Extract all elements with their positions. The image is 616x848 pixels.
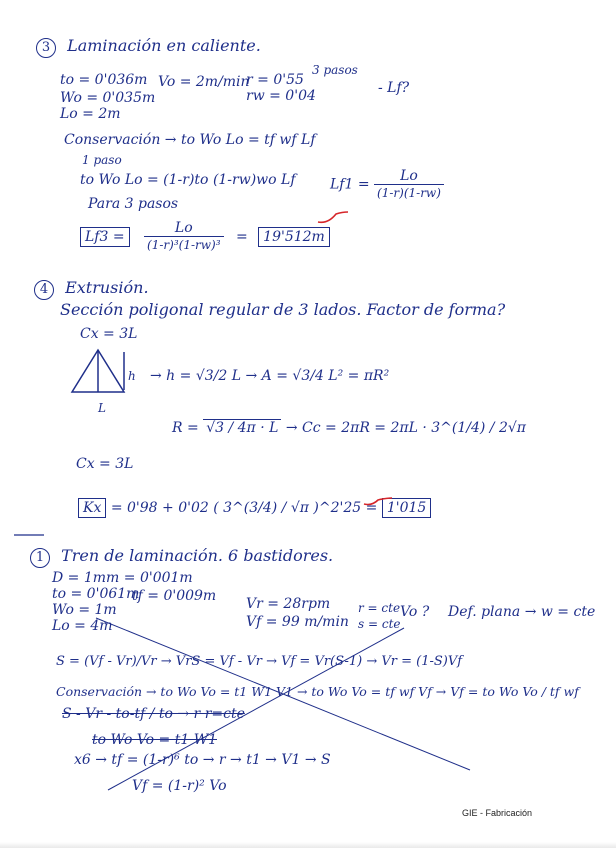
s4-kx-eq: = 0'98 + 0'02 ( 3^(3/4) / √π )^2'25 = <box>110 500 378 516</box>
s3-one-pass-label: 1 paso <box>82 153 122 167</box>
s4-r-eq-rad: √3 / 4π · L <box>203 419 281 436</box>
section3-title: Laminación en caliente. <box>67 36 261 55</box>
s3-vo: Vo = 2m/min <box>158 74 250 90</box>
s3-passes: 3 pasos <box>312 63 358 77</box>
s4-kx-lhs: Kx <box>78 498 106 518</box>
s1-conservation: Conservación → to Wo Vo = t1 W1 V1 → to Wo Vo = tf wf Vf → Vf = to Wo Vo / tf wf <box>56 684 579 699</box>
triangle-figure <box>72 350 124 392</box>
s1-x6: x6 → tf = (1-r)⁶ to → r → t1 → V1 → S <box>74 752 331 768</box>
s3-lf3-lhs: Lf3 = <box>80 227 130 247</box>
s3-one-pass-eq: to Wo Lo = (1-r)to (1-rw)wo Lf <box>80 172 296 188</box>
s1-vf-line: Vf = (1-r)² Vo <box>132 778 227 794</box>
s3-three-pass-label: Para 3 pasos <box>88 196 179 212</box>
s3-lf3-result: 19'512m <box>258 227 330 247</box>
s3-lf3-num: Lo <box>144 220 223 237</box>
cross-stroke-2 <box>108 628 404 790</box>
s4-h-label: h <box>128 369 136 383</box>
s1-vr: Vr = 28rpm <box>246 596 331 612</box>
s3-lf1-lhs: Lf1 = <box>330 176 370 193</box>
s1-s-cte: s = cte <box>358 617 401 631</box>
s4-r-eq-lhs: R = <box>172 420 199 436</box>
s3-lf3: Lf3 = $\frac{Lo}{\text{(1-r)³(1-rw)³}}$ = 19'512m <box>80 220 330 253</box>
s3-wo: Wo = 0'035m <box>60 90 156 106</box>
s4-r-eq-rhs: → Cc = 2πR = 2πL · 3^(1/4) / 2√π <box>285 420 526 436</box>
section1-number: 1 <box>30 548 50 568</box>
s1-to: to = 0'061m <box>52 586 140 602</box>
section3-number: 3 <box>36 38 56 58</box>
s1-d: D = 1mm = 0'001m <box>52 570 193 586</box>
s4-kx-result: 1'015 <box>382 498 431 518</box>
s4-cx: Cx = 3L <box>80 326 138 342</box>
s3-lf1-num: Lo <box>374 168 444 185</box>
s4-cx2: Cx = 3L <box>76 456 134 472</box>
section1-title: Tren de laminación. 6 bastidores. <box>61 546 334 565</box>
check-mark-s4 <box>364 498 392 505</box>
s3-rw: rw = 0'04 <box>246 88 316 104</box>
s1-struck1: S - Vr - to-tf / to → r r=cte <box>62 706 245 722</box>
s4-h-eq: → h = √3/2 L → A = √3/4 L² = πR² <box>150 368 390 384</box>
section4-number: 4 <box>34 280 54 300</box>
s1-lo: Lo = 4m <box>52 618 113 634</box>
check-mark-s3 <box>318 212 348 222</box>
s3-conservation: Conservación → to Wo Lo = tf wf Lf <box>64 132 316 148</box>
s1-r-cte: r = cte <box>358 601 401 615</box>
s1-vo-ask: Vo ? <box>400 604 430 620</box>
s1-struck2: to Wo Vo = t1 W1 <box>92 732 217 748</box>
s3-ask: - Lf? <box>378 80 410 96</box>
s4-l-label: L <box>98 401 106 415</box>
s3-r: r = 0'55 <box>246 72 304 88</box>
s1-vf: Vf = 99 m/min <box>246 614 349 630</box>
s1-wo: Wo = 1m <box>52 602 117 618</box>
section4-subtitle: Sección poligonal regular de 3 lados. Factor de forma? <box>60 300 506 319</box>
s3-lf1-den: (1-r)(1-rw) <box>377 186 441 200</box>
section4-title: Extrusión. <box>65 278 149 297</box>
s3-lf3-den: (1-r)³(1-rw)³ <box>147 238 221 252</box>
s3-lo: Lo = 2m <box>60 106 121 122</box>
footer-label: GIE - Fabricación <box>461 808 532 818</box>
s1-s-eq: S = (Vf - Vr)/Vr → VrS = Vf - Vr → Vf = Vr(S-1) → Vr = (1-S)Vf <box>56 654 463 669</box>
s1-tf: tf = 0'009m <box>132 588 217 604</box>
s1-def-plana: Def. plana → w = cte <box>448 604 596 620</box>
scan-edge <box>0 842 616 848</box>
s3-to: to = 0'036m <box>60 72 148 88</box>
